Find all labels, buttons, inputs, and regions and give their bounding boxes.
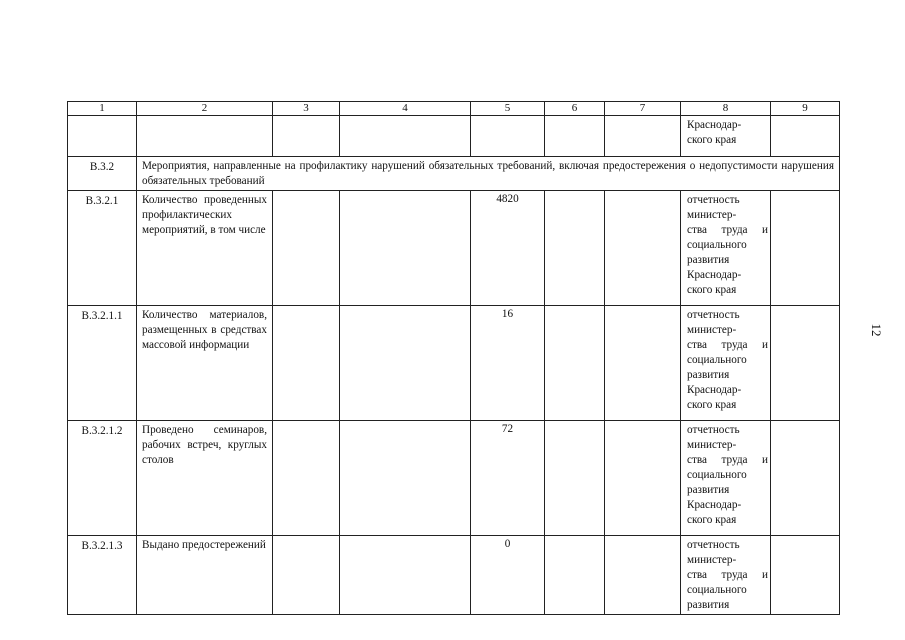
source-cell <box>681 306 771 421</box>
source-line: отчетность <box>687 194 740 206</box>
table-row <box>68 191 840 306</box>
indicators-table <box>67 101 840 615</box>
source-cell <box>681 536 771 615</box>
cell-empty <box>605 116 681 157</box>
source-line: социального <box>687 354 747 366</box>
source-line: социального <box>687 239 747 251</box>
column-header: 7 <box>605 102 681 116</box>
cell-empty <box>340 421 471 536</box>
row-name: Количество материалов, размещенных в средствах массовой информации <box>137 306 273 421</box>
cell-empty <box>340 536 471 615</box>
cell-empty <box>545 306 605 421</box>
source-line: ства труда и <box>687 339 768 351</box>
source-line: министер- <box>687 209 737 221</box>
cell-empty <box>605 536 681 615</box>
row-value: 4820 <box>471 191 545 306</box>
source-cell <box>681 191 771 306</box>
cell-empty <box>545 421 605 536</box>
source-line: ского края <box>687 284 737 296</box>
continuation-row <box>68 116 840 157</box>
source-line: социального <box>687 469 747 481</box>
column-header: 8 <box>681 102 771 116</box>
source-line: отчетность <box>687 309 740 321</box>
row-name: Проведено семинаров, рабочих встреч, круглых столов <box>137 421 273 536</box>
row-code: В.3.2.1.2 <box>68 421 137 536</box>
cell-empty <box>340 191 471 306</box>
cell-empty <box>771 191 840 306</box>
source-line: отчетность <box>687 539 740 551</box>
source-line: развития <box>687 484 730 496</box>
source-line: развития <box>687 599 730 611</box>
cell-empty <box>545 191 605 306</box>
table-row <box>68 421 840 536</box>
row-name: Количество проведенных профилактических мероприятий, в том числе <box>137 191 273 306</box>
source-line: социального <box>687 584 747 596</box>
cell-empty <box>605 421 681 536</box>
source-line: ского края <box>687 399 737 411</box>
cell-empty <box>68 116 137 157</box>
source-line: Краснодар- <box>687 119 742 131</box>
source-line: ства труда и <box>687 569 768 581</box>
source-line: министер- <box>687 554 737 566</box>
cell-empty <box>771 536 840 615</box>
source-line: ского края <box>687 514 737 526</box>
source-line: Краснодар- <box>687 384 742 396</box>
section-title: Мероприятия, направленные на профилактику нарушений обязательных требований, включая предостережения о недопустимости нарушения обязательных требований <box>137 157 840 191</box>
cell-empty <box>137 116 273 157</box>
column-header: 3 <box>273 102 340 116</box>
cell-empty <box>471 116 545 157</box>
cell-empty <box>771 421 840 536</box>
cell-empty <box>605 306 681 421</box>
column-header: 5 <box>471 102 545 116</box>
row-name: Выдано предостережений <box>137 536 273 615</box>
row-code: В.3.2.1 <box>68 191 137 306</box>
cell-empty <box>273 116 340 157</box>
cell-empty <box>340 306 471 421</box>
cell-empty <box>273 306 340 421</box>
source-line: министер- <box>687 439 737 451</box>
cell-empty <box>545 536 605 615</box>
row-value: 72 <box>471 421 545 536</box>
source-line: развития <box>687 369 730 381</box>
source-line: развития <box>687 254 730 266</box>
row-code: В.3.2.1.3 <box>68 536 137 615</box>
source-line: Краснодар- <box>687 499 742 511</box>
cell-empty <box>273 536 340 615</box>
row-code: В.3.2.1.1 <box>68 306 137 421</box>
section-code: В.3.2 <box>68 157 137 191</box>
column-header: 6 <box>545 102 605 116</box>
table-row <box>68 306 840 421</box>
cell-empty <box>771 116 840 157</box>
column-number-row <box>68 102 840 116</box>
source-cell <box>681 421 771 536</box>
source-line: ского края <box>687 134 737 146</box>
source-cell <box>681 116 771 157</box>
section-row <box>68 157 840 191</box>
row-value: 16 <box>471 306 545 421</box>
table-row <box>68 536 840 615</box>
row-value: 0 <box>471 536 545 615</box>
source-line: министер- <box>687 324 737 336</box>
column-header: 1 <box>68 102 137 116</box>
page-number: 12 <box>869 323 884 337</box>
source-line: ства труда и <box>687 224 768 236</box>
cell-empty <box>340 116 471 157</box>
source-line: ства труда и <box>687 454 768 466</box>
cell-empty <box>273 421 340 536</box>
cell-empty <box>273 191 340 306</box>
column-header: 2 <box>137 102 273 116</box>
cell-empty <box>771 306 840 421</box>
cell-empty <box>605 191 681 306</box>
column-header: 9 <box>771 102 840 116</box>
source-line: отчетность <box>687 424 740 436</box>
column-header: 4 <box>340 102 471 116</box>
cell-empty <box>545 116 605 157</box>
source-line: Краснодар- <box>687 269 742 281</box>
